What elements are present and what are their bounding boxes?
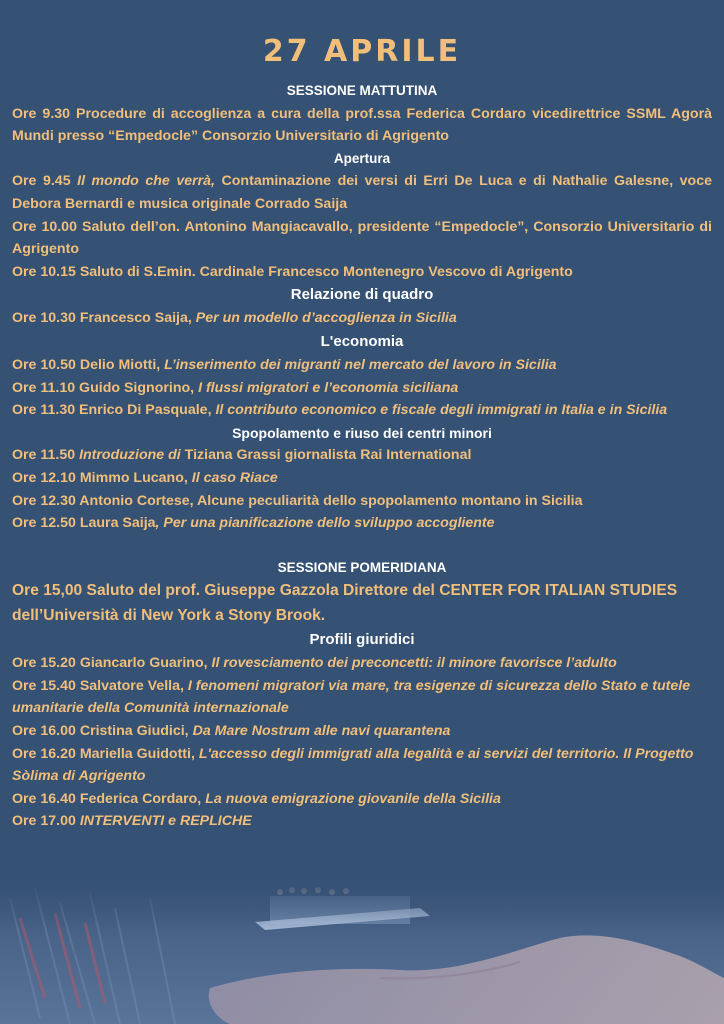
program-item	[12, 675, 712, 720]
program-item	[12, 720, 712, 743]
program-item	[12, 170, 712, 215]
item-lead: Ore 11.10 Guido Signorino,	[12, 379, 199, 396]
item-lead: Ore 16.00 Cristina Giudici,	[12, 723, 193, 740]
item-title: L’inserimento dei migranti nel mercato del lavoro in Sicilia	[164, 356, 557, 373]
item-title: Il rovesciamento dei preconcetti: il minore favorisce l’adulto	[211, 655, 617, 672]
item-title: I flussi migratori e l’economia siciliana	[198, 379, 459, 396]
program-item	[12, 652, 712, 675]
section-spacer	[12, 535, 712, 557]
item-title: L'accesso degli immigrati alla legalità e ai servizi del territorio. Il Progetto Sòlima di Agrigento	[12, 745, 694, 785]
program-item	[12, 377, 712, 400]
program-item: Ore 9.30 Procedure di accoglienza a cura della prof.ssa Federica Cordaro vicedirettrice SSML Agorà Mundi presso “Empedocle” Consorzio Universitario di Agrigento	[12, 105, 712, 145]
item-title: Per un modello d’accoglienza in Sicilia	[195, 310, 457, 327]
profili-heading: Profili giuridici	[309, 631, 415, 649]
item-lead: Ore 15.40 Salvatore Vella,	[12, 677, 188, 694]
hand-boat-illustration	[0, 878, 724, 1024]
program-content	[12, 80, 712, 833]
page-title: 27 APRILE	[262, 34, 462, 69]
program-item	[12, 354, 712, 377]
program-item	[12, 743, 712, 788]
program-item	[12, 788, 712, 811]
item-lead: Ore 17.00	[12, 813, 80, 830]
program-item	[12, 444, 712, 467]
item-lead: Ore 12.50 Laura Saija	[12, 515, 156, 532]
economia-heading: L'economia	[320, 332, 404, 350]
item-description: Tiziana Grassi giornalista Rai International	[180, 447, 472, 464]
program-item	[12, 467, 712, 490]
item-lead: Ore 11.30 Enrico Di Pasquale,	[12, 402, 216, 419]
relazione-heading: Relazione di quadro	[290, 286, 434, 304]
item-lead: Ore 16.20 Mariella Guidotti,	[12, 745, 199, 762]
item-lead: Ore 16.40 Federica Cordaro,	[12, 790, 206, 807]
program-item	[12, 810, 712, 833]
item-title: La nuova emigrazione giovanile della Sicilia	[205, 790, 501, 807]
item-lead: Ore 15.20 Giancarlo Guarino,	[12, 655, 212, 672]
program-item: Ore 10.15 Saluto di S.Emin. Cardinale Francesco Montenegro Vescovo di Agrigento	[12, 263, 573, 280]
program-item: Ore 12.30 Antonio Cortese, Alcune peculiarità dello spopolamento montano in Sicilia	[12, 492, 583, 509]
morning-session-heading: SESSIONE MATTUTINA	[286, 83, 438, 98]
item-title: Da Mare Nostrum alle navi quarantena	[192, 723, 451, 740]
program-item: Ore 15,00 Saluto del prof. Giuseppe Gazzola Direttore del CENTER FOR ITALIAN STUDIES dell’Università di New York a Stony Brook.	[12, 582, 678, 624]
item-lead: Ore 12.10 Mimmo Lucano,	[12, 469, 192, 486]
item-title: Il mondo che verrà,	[77, 173, 215, 190]
program-item	[12, 307, 712, 330]
apertura-heading: Apertura	[333, 150, 391, 166]
program-item	[12, 512, 712, 535]
item-description: Contaminazione dei versi di Erri De Luca e di Nathalie Galesne, voce Debora Bernardi e musica originale Corrado Saija	[12, 173, 712, 212]
program-item: Ore 10.00 Saluto dell’on. Antonino Mangiacavallo, presidente “Empedocle”, Consorzio Universitario di Agrigento	[12, 218, 712, 258]
item-title: Il caso Riace	[191, 469, 278, 486]
item-lead: Ore 10.50 Delio Miotti,	[12, 356, 165, 373]
spopolamento-heading: Spopolamento e riuso dei centri minori	[232, 424, 492, 441]
item-title: I fenomeni migratori via mare, tra esigenze di sicurezza dello Stato e tutele umanitarie della Comunità internazionale	[12, 677, 691, 717]
item-title: INTERVENTI e REPLICHE	[79, 813, 252, 830]
item-intro: Introduzione di	[79, 447, 181, 464]
program-item	[12, 399, 712, 422]
item-title: Il contributo economico e fiscale degli immigrati in Italia e in Sicilia	[215, 402, 668, 419]
item-lead: Ore 10.30 Francesco Saija,	[12, 310, 196, 327]
background-photo-hand-boat	[0, 878, 724, 1024]
afternoon-session-heading: SESSIONE POMERIDIANA	[277, 559, 447, 575]
item-time: Ore 9.45	[12, 173, 78, 190]
item-title: , Per una pianificazione dello sviluppo accogliente	[155, 515, 495, 532]
item-time: Ore 11.50	[12, 447, 80, 464]
